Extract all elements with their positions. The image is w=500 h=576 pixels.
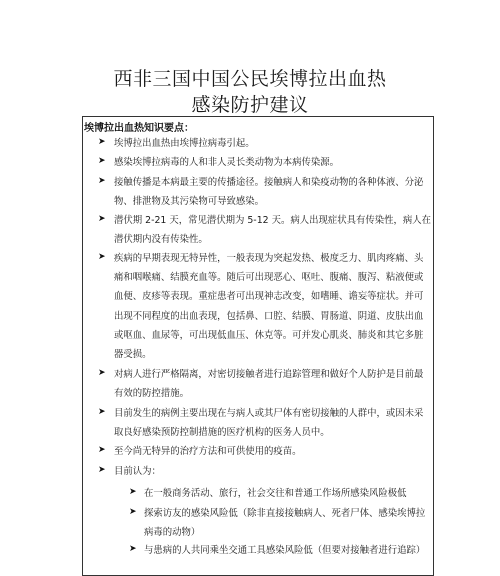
list-item-line: 潜伏期内没有传染性。 — [114, 234, 208, 246]
section-heading: 埃博拉出血热知识要点： — [84, 123, 194, 134]
list-item-line: 接触传播是本病最主要的传播途径。接触病人和染疫动物的各种体液、分泌 — [114, 177, 424, 188]
list-item-line: 物、排泄物及其污染物可导致感染。 — [114, 196, 265, 208]
arrow-right-icon: ➤ — [98, 252, 106, 262]
list-item-line: 疾病的早期表现无特异性，一般表现为突起发热、极度乏力、肌肉疼痛、头 — [114, 253, 424, 264]
arrow-right-icon: ➤ — [98, 368, 106, 378]
list-item-line: 或呕血、血尿等，可出现低血压、休克等。可并发心肌炎、肺炎和其它多脏 — [114, 329, 424, 341]
list-item-line: 至今尚无特异的治疗方法和可供使用的疫苗。 — [114, 446, 302, 457]
list-item-line: 血便、皮疹等表现。重症患者可出现神志改变，如嗜睡、谵妄等症状。并可 — [114, 291, 424, 303]
arrow-right-icon: ➤ — [98, 137, 106, 147]
sub-list-item-line: 病毒的动物） — [144, 527, 201, 539]
list-item-line: 对病人进行严格隔离，对密切接触者进行追踪管理和做好个人防护是目前最 — [114, 369, 424, 380]
arrow-right-icon: ➤ — [98, 156, 106, 166]
list-item-line: 有效的防控措施。 — [114, 388, 190, 400]
list-item-line: 目前认为： — [114, 466, 161, 477]
arrow-right-icon: ➤ — [129, 544, 137, 554]
list-item-line: 取良好感染预防控制措施的医疗机构的医务人员中。 — [114, 427, 330, 439]
page-title-line-1: 西非三国中国公民埃博拉出血热 — [113, 68, 387, 90]
arrow-right-icon: ➤ — [129, 507, 137, 517]
list-item-line: 痛和咽喉痛、结膜充血等。随后可出现恶心、呕吐、腹痛、腹泻、粘液便或 — [114, 272, 424, 284]
sub-list-item-line: 与患病的人共同乘坐交通工具感染风险低（但要对接触者进行追踪） — [144, 545, 426, 556]
list-item-line: 感染埃博拉病毒的人和非人灵长类动物为本病传染源。 — [114, 157, 340, 168]
arrow-right-icon: ➤ — [98, 407, 106, 417]
arrow-right-icon: ➤ — [98, 176, 106, 186]
list-item-line: 潜伏期 2-21 天，常见潜伏期为 5-12 天。病人出现症状具有传染性，病人在 — [114, 215, 431, 226]
sub-list-item-line: 探索访友的感染风险低（除非直接接触病人、死者尸体、感染埃博拉 — [144, 508, 426, 519]
arrow-right-icon: ➤ — [98, 465, 106, 475]
list-item-line: 器受损。 — [114, 349, 152, 360]
arrow-right-icon: ➤ — [98, 445, 106, 455]
list-item-line: 目前发生的病例主要出现在与病人或其尸体有密切接触的人群中，或因未采 — [114, 408, 424, 419]
sub-list-item-line: 在一般商务活动、旅行，社会交往和普通工作场所感染风险极低 — [144, 488, 407, 499]
arrow-right-icon: ➤ — [129, 487, 137, 497]
page-title-line-2: 感染防护建议 — [191, 94, 309, 116]
list-item-line: 埃博拉出血热由埃博拉病毒引起。 — [114, 138, 255, 149]
arrow-right-icon: ➤ — [98, 214, 106, 224]
list-item-line: 出现不同程度的出血表现，包括鼻、口腔、结膜、胃肠道、阴道、皮肤出血 — [114, 310, 424, 322]
